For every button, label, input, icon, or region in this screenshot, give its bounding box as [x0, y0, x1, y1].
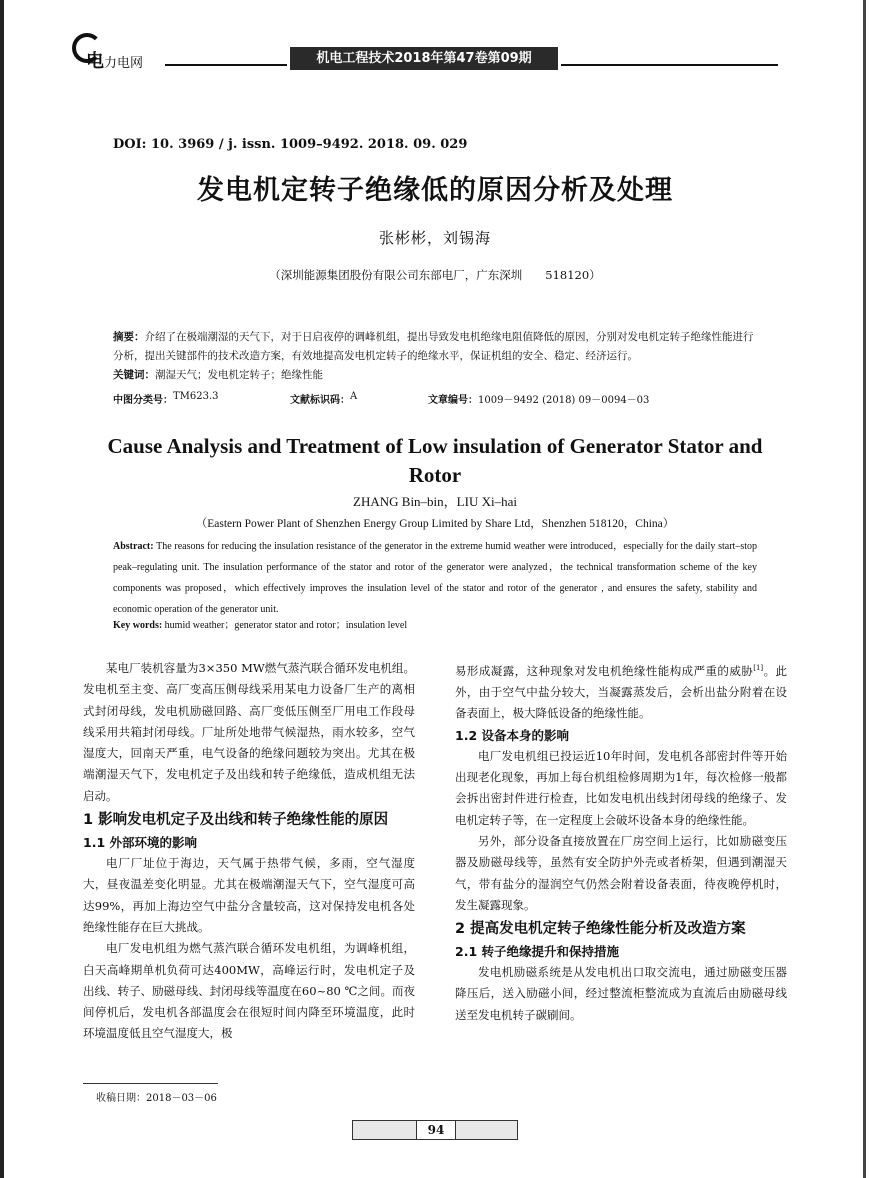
subsection-heading: 1.2 设备本身的影响: [455, 727, 569, 743]
doc-code-value: A: [350, 391, 358, 402]
paragraph-text: 。此外，由于空气中盐分较大，当凝露蒸发后，会析出盐分附着在设备表面上，极大降低设备的绝缘性能。: [455, 663, 787, 721]
article-no-value: 1009－9492 (2018) 09－0094－03: [478, 395, 650, 406]
title-english: Cause Analysis and Treatment of Low insulation of Generator Stator and Rotor: [107, 434, 763, 487]
title-chinese: 发电机定转子绝缘低的原因分析及处理: [197, 175, 673, 206]
keywords-english: [113, 616, 407, 631]
body-paragraph: 发电机励磁系统是从发电机出口取交流电，通过励磁变压器降压后，送入励磁小间，经过整流柜整流成为直流后由励磁母线送至发电机转子碳刷间。: [455, 965, 787, 1022]
affiliation-chinese: （深圳能源集团股份有限公司东部电厂，广东深圳 518120）: [269, 268, 601, 282]
classification-row: [113, 391, 763, 407]
keywords-en-label: Key words:: [113, 620, 163, 631]
journal-banner: 机电工程技术2018年第47卷第09期: [290, 47, 558, 70]
section-heading: 1 影响发电机定子及出线和转子绝缘性能的原因: [83, 812, 389, 829]
logo-main-char: 电: [86, 51, 104, 72]
authors-chinese: 张彬彬，刘锡海: [378, 229, 491, 247]
body-paragraph: 电厂发电机组已投运近10年时间，发电机各部密封件等开始出现老化现象，再加上每台机组检修周期为1年，每次检修一般都会拆出密封件进行检查，比如发电机出线封闭母线的绝缘子、发电机定转子等，在一定程度上会破坏设备本身的绝缘性能。: [455, 748, 787, 827]
keywords-label: 关键词：: [113, 369, 155, 381]
abstract-label: 摘要：: [113, 331, 145, 343]
received-date: 收稿日期：2018－03－06: [96, 1093, 217, 1104]
logo-text: 力电网: [104, 56, 144, 71]
doc-code-label: 文献标识码：: [290, 395, 350, 406]
paragraph-text: 易形成凝露，这种现象对发电机绝缘性能构成严重的威胁: [455, 663, 754, 678]
subsection-heading: 1.1 外部环境的影响: [83, 835, 197, 851]
footnote-rule: [83, 1083, 218, 1084]
body-column-left: [83, 658, 415, 1045]
abstract-english: [113, 536, 757, 620]
body-paragraph: 另外，部分设备直接放置在厂房空间上运行，比如励磁变压器及励磁母线等，虽然有安全防护外壳或者桥架，但遇到潮湿天气，带有盐分的湿润空气仍然会附着设备表面，待夜晚停机时，发生凝露现象。: [455, 833, 787, 912]
body-column-right: [455, 658, 787, 1026]
keywords-chinese: 潮湿天气；发电机定转子；绝缘性能: [155, 369, 323, 381]
affiliation-english: （Eastern Power Plant of Shenzhen Energy Group Limited by Share Ltd，Shenzhen 518120，China）: [195, 518, 675, 530]
page-number-bar: [352, 1120, 518, 1140]
keywords-en-text: humid weather；generator stator and rotor；insulation level: [162, 620, 408, 631]
clc-value: TM623.3: [173, 391, 219, 402]
body-paragraph: [455, 658, 787, 725]
clc-label: 中图分类号：: [113, 395, 173, 406]
abstract-text: 介绍了在极端潮湿的天气下，对于日启夜停的调峰机组，提出导致发电机绝缘电阻值降低的原因，分别对发电机定转子绝缘性能进行分析，提出关键部件的技术改造方案，有效地提高发电机定转子的绝缘水平，保证机组的安全、稳定、经济运行。: [113, 331, 754, 362]
body-paragraph: 某电厂装机容量为3×350 MW燃气蒸汽联合循环发电机组。发电机至主变、高厂变高压侧母线采用某电力设备厂生产的离相式封闭母线，发电机励磁回路、高厂变低压侧至厂用电工作段母线采用共箱封闭母线。厂址所处地带气候湿热，雨水较多，空气湿度大，回南天严重，电气设备的绝缘问题较为突出。尤其在极端潮湿天气下，发电机定子及出线和转子绝缘低，造成机组无法启动。: [83, 661, 415, 803]
subsection-heading: 2.1 转子绝缘提升和保持措施: [455, 944, 619, 960]
authors-english: ZHANG Bin–bin，LIU Xi–hai: [353, 494, 517, 509]
abstract-en-text: The reasons for reducing the insulation resistance of the generator in the extreme humid weather were introduced，especially for the daily start–stop peak–regulating unit. The insulation performance of the stator and rotor of the generator were analyzed，the technical transformation scheme of the key components was proposed，which effectively improves the insulation level of the stator and rotor of the generator , and ensures the safety, stability and economic operation of the generator unit.: [113, 541, 757, 615]
doi: DOI: 10. 3969 / j. issn. 1009–9492. 2018. 09. 029: [113, 137, 468, 152]
header-rule-left: [165, 64, 287, 66]
abstract-en-label: Abstract:: [113, 541, 154, 552]
body-paragraph: 电厂厂址位于海边，天气属于热带气候，多雨，空气湿度大，昼夜温差变化明显。尤其在极端潮湿天气下，空气湿度可高达99%，再加上海边空气中盐分含量较高，这对保持发电机各处绝缘性能存在巨大挑战。: [83, 856, 415, 934]
body-paragraph: 电厂发电机组为燃气蒸汽联合循环发电机组，为调峰机组，白天高峰期单机负荷可达400MW，高峰运行时，发电机定子及出线、转子、励磁母线、封闭母线等温度在60~80 ℃之间。而夜间停机后，发电机各部温度会在很短时间内降至环境温度，此时环境温度低且空气湿度大，极: [83, 941, 415, 1041]
article-no-label: 文章编号：: [428, 395, 478, 406]
page-number: 94: [416, 1120, 456, 1140]
abstract-chinese: [113, 328, 763, 385]
header-rule-right: [561, 64, 778, 66]
citation-ref: [1]: [753, 664, 764, 672]
section-heading: 2 提高发电机定转子绝缘性能分析及改造方案: [455, 921, 746, 938]
